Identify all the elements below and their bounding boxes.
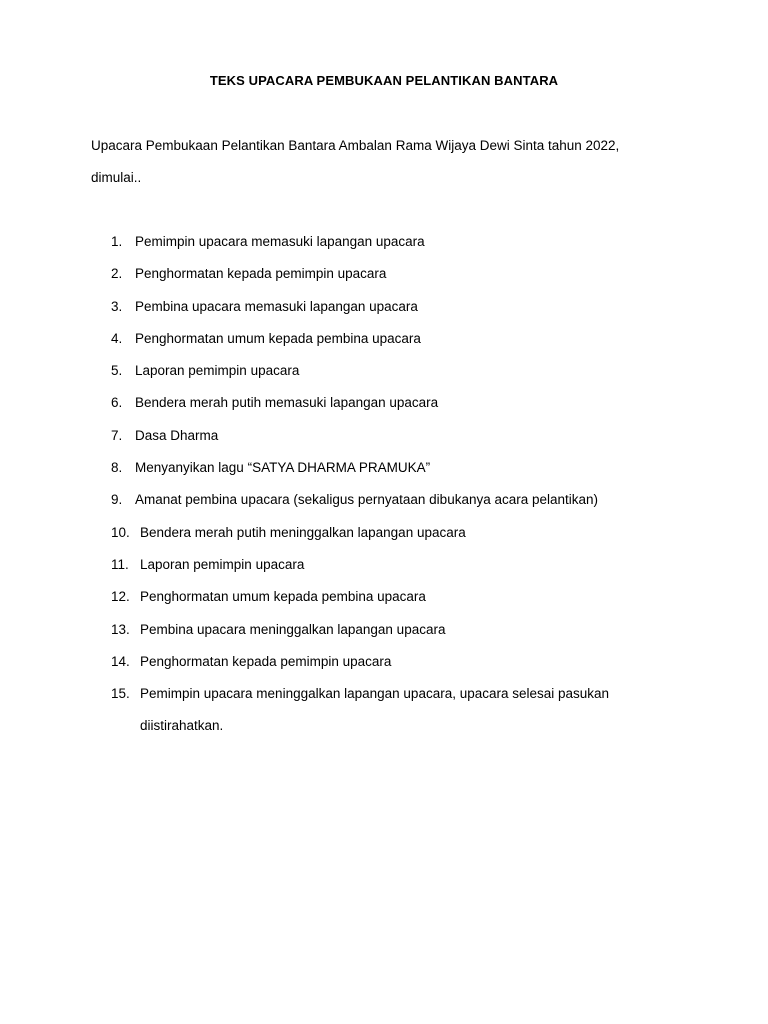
list-item-text: Laporan pemimpin upacara [135, 363, 300, 379]
intro-line-1: Upacara Pembukaan Pelantikan Bantara Ambalan Rama Wijaya Dewi Sinta tahun 2022, [91, 138, 620, 153]
list-item-continuation: diistirahatkan. [140, 718, 224, 734]
list-item [0, 234, 768, 266]
ceremony-steps-list [0, 234, 768, 734]
intro-line-2: dimulai.. [91, 170, 142, 185]
list-item-number: 8. [111, 460, 123, 476]
list-item-number: 3. [111, 298, 123, 314]
list-item-number: 7. [111, 427, 123, 443]
list-item-number: 9. [111, 492, 123, 508]
list-item [0, 525, 768, 557]
list-item-number: 13. [111, 621, 130, 637]
list-item-number: 11. [111, 556, 129, 572]
list-item [0, 622, 768, 654]
list-item-text: Pemimpin upacara meninggalkan lapangan upacara, upacara selesai pasukan [140, 686, 610, 702]
list-item-text: Amanat pembina upacara (sekaligus pernyataan dibukanya acara pelantikan) [135, 492, 599, 508]
list-item-number: 15. [111, 686, 130, 702]
list-item-number: 6. [111, 395, 123, 411]
list-item-text: Menyanyikan lagu “SATYA DHARMA PRAMUKA” [135, 460, 431, 476]
list-item [0, 266, 768, 298]
list-item [0, 460, 768, 492]
list-item-text: Penghormatan umum kepada pembina upacara [140, 589, 426, 605]
list-item-text: Bendera merah putih memasuki lapangan upacara [135, 395, 439, 411]
list-item-number: 2. [111, 266, 123, 282]
list-item [0, 686, 768, 734]
list-item [0, 557, 768, 589]
list-item-text: Penghormatan kepada pemimpin upacara [140, 653, 392, 669]
list-item-number: 12. [111, 589, 130, 605]
list-item-number: 5. [111, 363, 123, 379]
list-item [0, 589, 768, 621]
list-item-text: Penghormatan umum kepada pembina upacara [135, 330, 421, 346]
list-item-text: Penghormatan kepada pemimpin upacara [135, 266, 387, 282]
list-item-number: 14. [111, 653, 130, 669]
list-item [0, 363, 768, 395]
list-item-number: 4. [111, 330, 123, 346]
list-item-text: Pembina upacara meninggalkan lapangan upacara [140, 621, 446, 637]
list-item-text: Pemimpin upacara memasuki lapangan upacara [135, 234, 425, 249]
list-item [0, 331, 768, 363]
list-item [0, 395, 768, 427]
list-item-text: Pembina upacara memasuki lapangan upacara [135, 298, 418, 314]
list-item-text: Laporan pemimpin upacara [140, 556, 305, 572]
list-item [0, 492, 768, 524]
list-item-number: 1. [111, 234, 123, 249]
list-item [0, 428, 768, 460]
list-item-text: Bendera merah putih meninggalkan lapangan upacara [140, 524, 466, 540]
list-item-number: 10. [111, 524, 130, 540]
list-item-text: Dasa Dharma [135, 427, 219, 443]
document-title: TEKS UPACARA PEMBUKAAN PELANTIKAN BANTARA [209, 73, 559, 88]
list-item [0, 654, 768, 686]
list-item [0, 299, 768, 331]
